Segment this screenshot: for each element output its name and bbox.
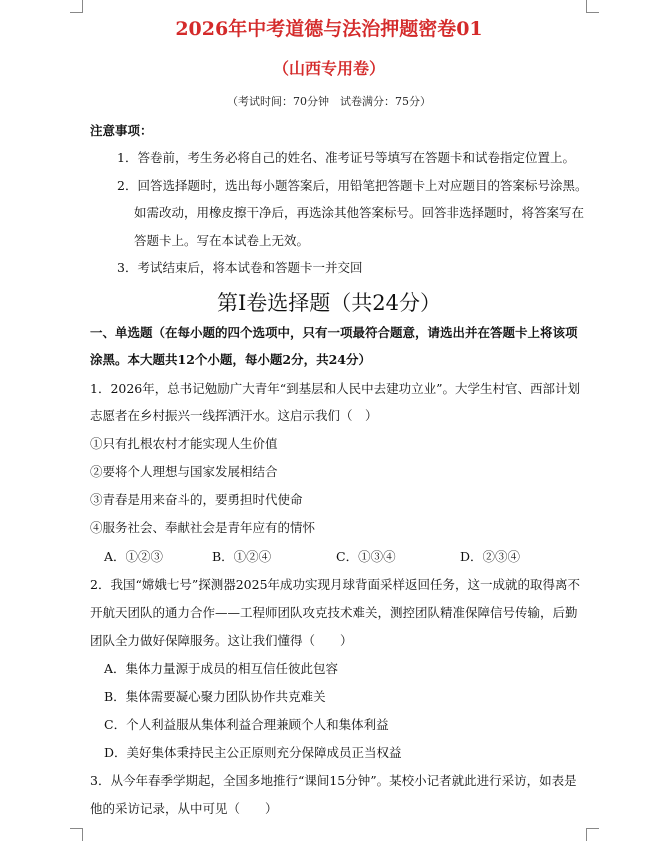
question-statement: ③青春是用来奋斗的，要勇担时代使命	[90, 492, 303, 507]
answer-option-c: C．个人利益服从集体利益合理兼顾个人和集体利益	[104, 717, 389, 732]
exam-title: 2026年中考道德与法治押题密卷01	[175, 18, 483, 40]
exam-time-score-info: （考试时间：70分钟 试卷满分：75分）	[227, 95, 431, 108]
answer-option-d: D．②③④	[460, 549, 521, 564]
question-statement: ④服务社会、奉献社会是青年应有的情怀	[90, 520, 316, 535]
question-stem: 志愿者在乡村振兴一线挥洒汗水。这启示我们（ ）	[90, 408, 378, 423]
notice-item-continued: 答题卡上。写在本试卷上无效。	[134, 233, 310, 248]
answer-option-b: B．集体需要凝心聚力团队协作共克难关	[104, 689, 326, 704]
answer-option-a: A．①②③	[104, 549, 164, 564]
answer-option-b: B．①②④	[212, 549, 272, 564]
question-stem: 3．从今年春季学期起，全国多地推行“课间15分钟”。某校小记者就此进行采访，如表是	[90, 773, 577, 788]
page-corner-mark	[586, 0, 599, 13]
question-stem: 团队全力做好保障服务。这让我们懂得（ ）	[90, 633, 353, 648]
page-corner-mark	[70, 0, 83, 13]
question-statement: ①只有扎根农村才能实现人生价值	[90, 436, 278, 451]
page-corner-mark	[586, 828, 599, 841]
question-stem: 1．2026年，总书记勉励广大青年“到基层和人民中去建功立业”。大学生村官、西部计划	[90, 381, 581, 396]
notice-item-continued: 如需改动，用橡皮擦干净后，再选涂其他答案标号。回答非选择题时，将答案写在	[134, 205, 585, 220]
question-stem: 他的采访记录，从中可见（ ）	[90, 801, 278, 816]
notice-item: 2．回答选择题时，选出每小题答案后，用铅笔把答题卡上对应题目的答案标号涂黑。	[117, 178, 588, 193]
section-instruction: 涂黑。本大题共12个小题，每小题2分，共24分）	[90, 352, 371, 367]
question-statement: ②要将个人理想与国家发展相结合	[90, 464, 278, 479]
answer-option-c: C．①③④	[336, 549, 396, 564]
page-corner-mark	[70, 828, 83, 841]
notice-item: 1．答卷前，考生务必将自己的姓名、准考证号等填写在答题卡和试卷指定位置上。	[117, 150, 575, 165]
notice-heading: 注意事项：	[90, 123, 153, 138]
question-stem: 开航天团队的通力合作——工程师团队攻克技术难关，测控团队精准保障信号传输，后勤	[90, 605, 578, 620]
section-title: 第Ⅰ卷选择题（共24分）	[216, 291, 442, 315]
answer-option-d: D．美好集体秉持民主公正原则充分保障成员正当权益	[104, 745, 402, 760]
exam-subtitle: （山西专用卷）	[272, 59, 385, 78]
section-instruction: 一、单选题（在每小题的四个选项中，只有一项最符合题意，请选出并在答题卡上将该项	[90, 325, 578, 340]
question-stem: 2．我国“嫦娥七号”探测器2025年成功实现月球背面采样返回任务，这一成就的取得离不	[90, 577, 581, 592]
notice-item: 3．考试结束后，将本试卷和答题卡一并交回	[117, 260, 363, 275]
answer-option-a: A．集体力量源于成员的相互信任彼此包容	[104, 661, 339, 676]
